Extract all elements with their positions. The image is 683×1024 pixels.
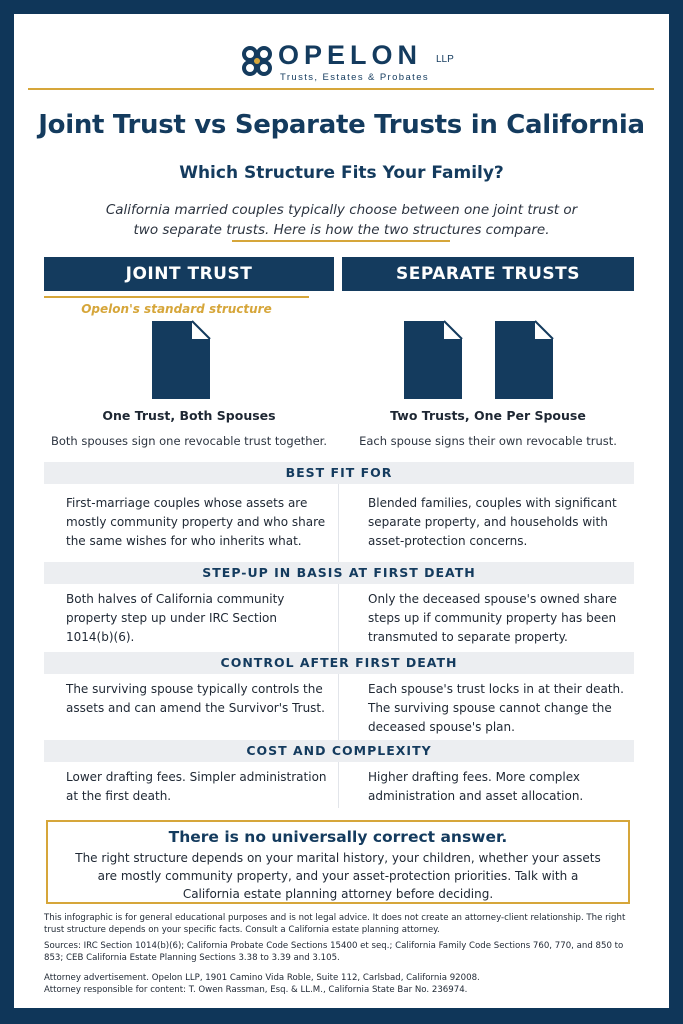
callout-body: The right structure depends on your marital history, your children, whether your assets are mostly community property, and your asset-protection priorities. Talk with a California estate planning attorney before deciding. (75, 851, 601, 901)
joint-trust-caption: One Trust, Both Spouses (102, 408, 276, 423)
step-up-separate: Only the deceased spouse's owned share steps up if community property has been transmuted to separate property. (368, 592, 617, 644)
section-heading-step-up: STEP-UP IN BASIS AT FIRST DEATH (44, 562, 634, 584)
header-divider (28, 88, 654, 90)
infographic-page (14, 14, 669, 1008)
responsible-attorney-text: Attorney responsible for content: T. Owen Rassman, Esq. & LL.M., California State Bar No. 236974. (44, 985, 468, 995)
section-heading-cost: COST AND COMPLEXITY (44, 740, 634, 762)
intro-divider (232, 240, 450, 242)
joint-trust-heading: JOINT TRUST (44, 257, 334, 291)
document-icon (402, 319, 464, 401)
logo-mark-icon (240, 44, 274, 78)
step-up-joint: Both halves of California community property step up under IRC Section 1014(b)(6). (66, 592, 285, 644)
intro-text: California married couples typically choose between one joint trust or two separate trusts. Here is how the two structures compare. (105, 202, 578, 238)
section-heading-best-fit: BEST FIT FOR (44, 462, 634, 484)
advertisement-text: Attorney advertisement. Opelon LLP, 1901 Camino Vida Roble, Suite 112, Carlsbad, California 92008. (44, 973, 480, 983)
document-icon (150, 319, 212, 401)
brand-name: OPELON (278, 40, 423, 70)
page-title: Joint Trust vs Separate Trusts in California (38, 110, 645, 140)
best-fit-joint: First-marriage couples whose assets are mostly community property and who share the same wishes for who inherits what. (66, 496, 326, 548)
best-fit-separate: Blended families, couples with significant separate property, and households with asset-protection concerns. (368, 496, 617, 548)
page-subtitle: Which Structure Fits Your Family? (179, 163, 504, 183)
conclusion-callout (46, 820, 630, 904)
brand-suffix: LLP (436, 54, 454, 65)
cost-separate: Higher drafting fees. More complex administration and asset allocation. (368, 770, 584, 803)
cost-joint: Lower drafting fees. Simpler administration at the first death. (66, 770, 327, 803)
section-heading-control: CONTROL AFTER FIRST DEATH (44, 652, 634, 674)
document-icon (493, 319, 555, 401)
standard-structure-label: Opelon's standard structure (81, 302, 272, 316)
control-separate: Each spouse's trust locks in at their death. The surviving spouse cannot change the deceased spouse's plan. (368, 682, 624, 734)
joint-trust-underline (44, 296, 309, 298)
sources-text: Sources: IRC Section 1014(b)(6); California Probate Code Sections 15400 et seq.; California Family Code Sections 760, 770, and 850 to 853; CEB California Estate Planning Sections 3.38 to 3.39 and 3.105. (44, 941, 624, 963)
separate-trusts-heading: SEPARATE TRUSTS (342, 257, 634, 291)
disclaimer-text: This infographic is for general educational purposes and is not legal advice. It does not create an attorney-client relationship. The right trust structure depends on your specific facts. Consult a California estate planning attorney. (44, 913, 626, 935)
separate-trusts-description: Each spouse signs their own revocable trust. (359, 434, 617, 448)
opelon-logo[interactable] (226, 32, 466, 82)
separate-trusts-caption: Two Trusts, One Per Spouse (390, 408, 586, 423)
callout-title: There is no universally correct answer. (168, 828, 508, 846)
brand-tagline: Trusts, Estates & Probates (280, 72, 430, 83)
joint-trust-description: Both spouses sign one revocable trust together. (51, 434, 327, 448)
control-joint: The surviving spouse typically controls the assets and can amend the Survivor's Trust. (66, 682, 325, 715)
